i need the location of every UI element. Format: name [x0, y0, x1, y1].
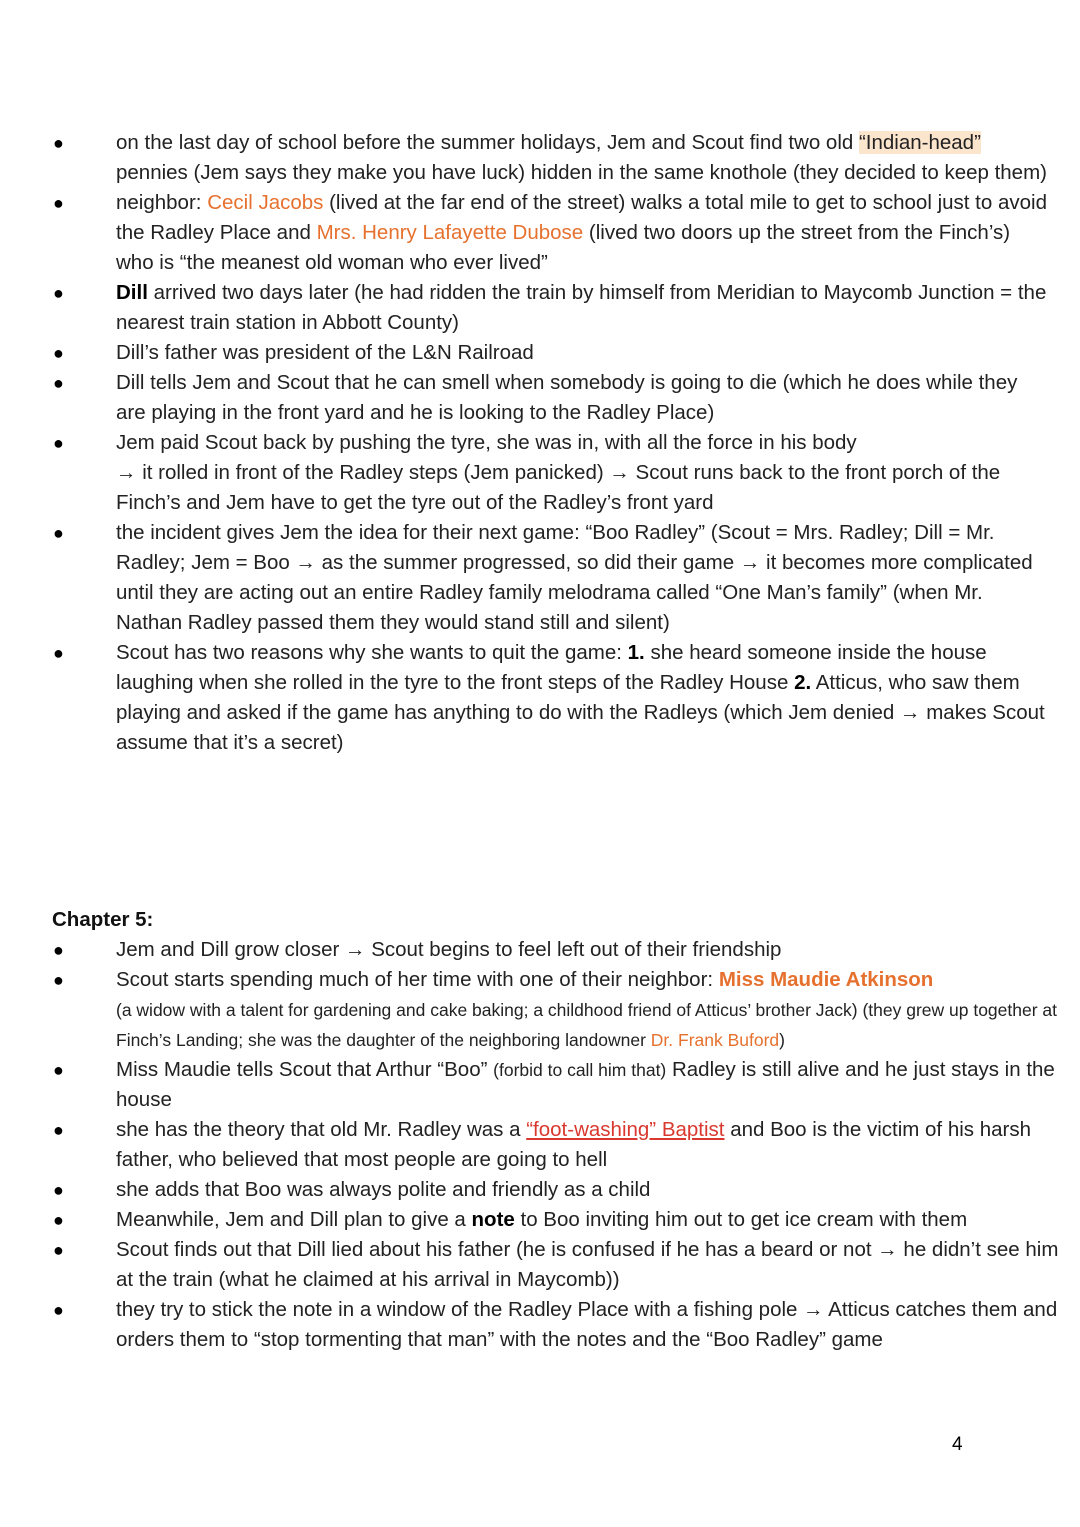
bullet-icon [53, 1205, 65, 1235]
item-note: ) [779, 1030, 785, 1050]
list-item [0, 1205, 1080, 1235]
page-number: 4 [952, 1434, 963, 1455]
list-item [0, 1295, 1080, 1355]
bold-number: 1. [627, 641, 645, 664]
item-text: to Boo inviting him out to get ice cream with them [514, 1208, 968, 1231]
list-item [0, 1175, 1080, 1205]
bullet-icon [53, 1115, 65, 1145]
item-text: and Boo is the victim of his harsh father, who believed that most people are going to hell [116, 1118, 1032, 1171]
bold-term: note [471, 1208, 515, 1231]
bold-number: 2. [794, 671, 812, 694]
bullet-icon [53, 188, 65, 218]
character-name: Mrs. Henry Lafayette Dubose [316, 221, 584, 244]
item-text: Radley is still alive and he just stays in the house [116, 1058, 1055, 1111]
item-text: Dill tells Jem and Scout that he can smell when somebody is going to die (which he does while they are playing in the front yard and he is looking to the Radley Place) [116, 371, 1018, 424]
item-text: she heard someone inside the house laughing when she rolled in the tyre to the front steps of the Radley House [116, 641, 987, 694]
chapter-heading: Chapter 5: [52, 908, 154, 931]
item-text: neighbor: [116, 191, 208, 214]
bullet-icon [53, 1175, 65, 1205]
bold-term: Dill [116, 281, 148, 304]
bullet-icon [53, 1235, 65, 1265]
bullet-icon [53, 338, 65, 368]
character-name: Dr. Frank Buford [650, 1030, 780, 1050]
list-item [0, 965, 1080, 1055]
bullet-icon [53, 278, 65, 308]
list-item [0, 1055, 1080, 1115]
list-item [0, 638, 1080, 758]
item-text: pennies (Jem says they make you have luck) hidden in the same knothole (they decided to keep them) [116, 161, 1047, 184]
item-text: she has the theory that old Mr. Radley was a [116, 1118, 527, 1141]
list-item [0, 278, 1080, 338]
item-text: they try to stick the note in a window of the Radley Place with a fishing pole → Atticus catches them and orders them to “stop tormenting that man” with the notes and the “Boo Radley” game [116, 1298, 1058, 1351]
item-text: (lived two doors up the street from the Finch’s) who is “the meanest old woman who ever lived” [116, 221, 1011, 274]
bullet-icon [53, 428, 65, 458]
list-item [0, 518, 1080, 638]
item-text: (lived at the far end of the street) walks a total mile to get to school just to avoid the Radley Place and [116, 191, 1047, 244]
item-text: Jem paid Scout back by pushing the tyre, she was in, with all the force in his body [116, 431, 857, 454]
list-item [0, 428, 1080, 518]
item-text: she adds that Boo was always polite and friendly as a child [116, 1178, 651, 1201]
item-text: the incident gives Jem the idea for their next game: “Boo Radley” (Scout = Mrs. Radley; Dill = Mr. Radley; Jem = Boo → as the summer progressed, so did their game → it becomes more complicated until they are acting out an entire Radley family melodrama called “One Man’s family” (when Mr. Nathan Radley passed them they would stand still and silent) [116, 521, 1033, 634]
item-text: Scout has two reasons why she wants to quit the game: [116, 641, 628, 664]
bullet-icon [53, 965, 65, 995]
bullet-icon [53, 638, 65, 668]
item-text: Dill’s father was president of the L&N Railroad [116, 341, 534, 364]
item-text: on the last day of school before the summer holidays, Jem and Scout find two old [116, 131, 859, 154]
list-item [0, 1115, 1080, 1175]
item-text: arrived two days later (he had ridden the train by himself from Meridian to Maycomb Junction = the nearest train station in Abbott County) [116, 281, 1047, 334]
character-name: Miss Maudie Atkinson [718, 968, 934, 991]
highlighted-term: “Indian-head” [858, 131, 981, 154]
item-text: Scout finds out that Dill lied about his father (he is confused if he has a beard or not → he didn’t see him at the train (what he claimed at his arrival in Maycomb)) [116, 1238, 1059, 1291]
item-note: (a widow with a talent for gardening and cake baking; a childhood friend of Atticus’ brother Jack) (they grew up together at Finch’s Landing; she was the daughter of the neighboring landowner [116, 1000, 1058, 1050]
list-item [0, 935, 1080, 965]
list-item [0, 1235, 1080, 1295]
bullet-icon [53, 1055, 65, 1085]
bullet-icon [53, 1295, 65, 1325]
list-item [0, 188, 1080, 278]
item-text: Miss Maudie tells Scout that Arthur “Boo” [116, 1058, 494, 1081]
baptist-link[interactable]: “foot-washing” Baptist [526, 1118, 725, 1141]
item-text: Atticus, who saw them playing and asked if the game has anything to do with the Radleys (which Jem denied → makes Scout assume that it’s a secret) [116, 671, 1045, 754]
item-text: Jem and Dill grow closer → Scout begins to feel left out of their friendship [116, 938, 782, 961]
list-item [0, 338, 1080, 368]
bullet-list-chapter-5 [0, 935, 1080, 1355]
bullet-list-chapter-4 [0, 128, 1080, 758]
bullet-icon [53, 518, 65, 548]
bullet-icon [53, 935, 65, 965]
bullet-icon [53, 128, 65, 158]
item-aside: (forbid to call him that) [493, 1060, 667, 1080]
item-text: Meanwhile, Jem and Dill plan to give a [116, 1208, 472, 1231]
bullet-icon [53, 368, 65, 398]
list-item [0, 368, 1080, 428]
item-text: Scout starts spending much of her time with one of their neighbor: [116, 968, 719, 991]
list-item [0, 128, 1080, 188]
character-name: Cecil Jacobs [207, 191, 324, 214]
item-text-continued: → it rolled in front of the Radley steps (Jem panicked) → Scout runs back to the front porch of the Finch’s and Jem have to get the tyre out of the Radley’s front yard [116, 461, 1001, 514]
